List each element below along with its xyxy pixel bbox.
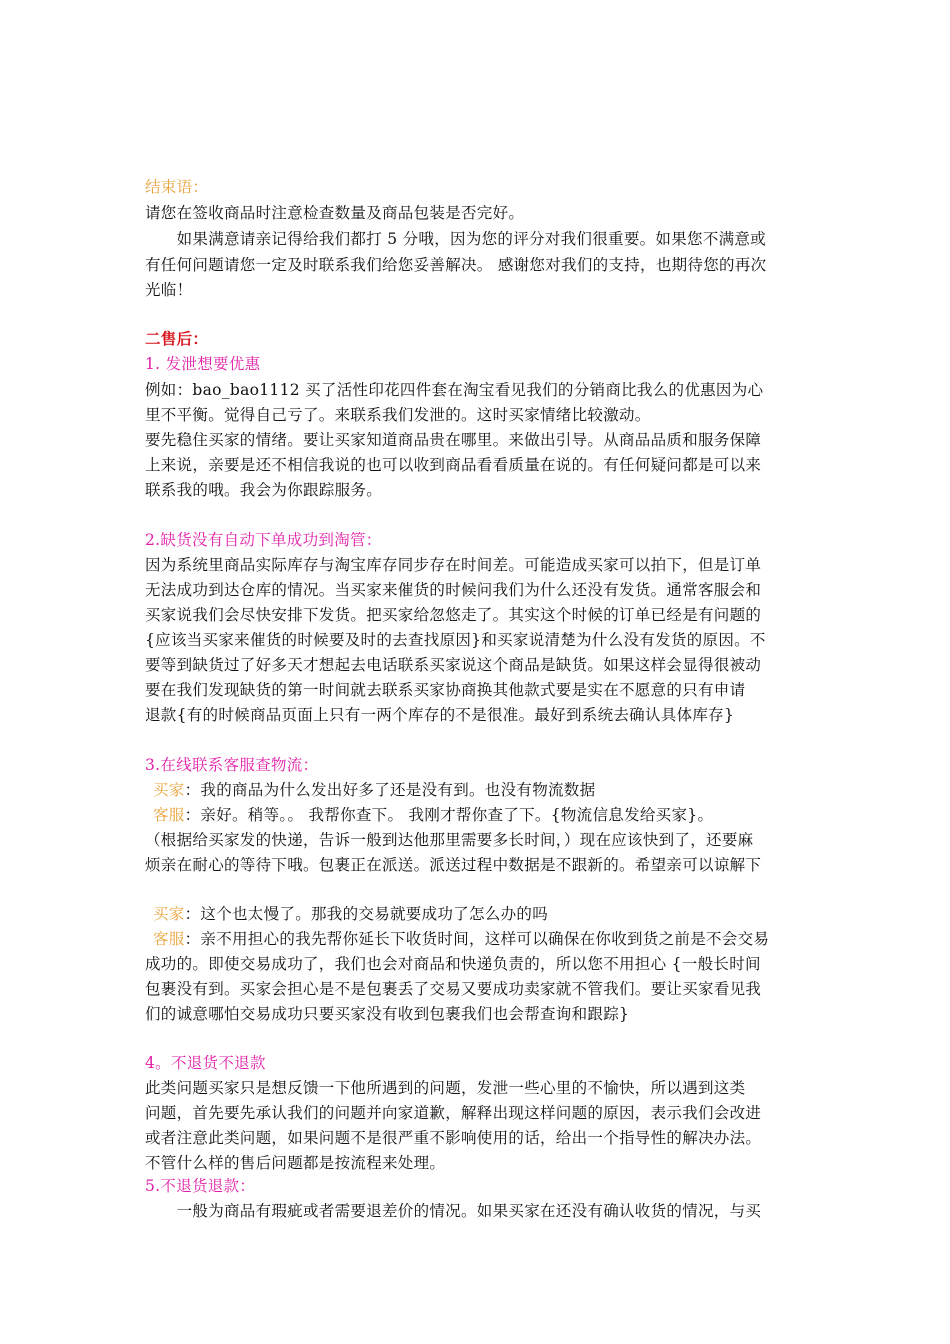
section-2-line-1: 因为系统里商品实际库存与淘宝库存同步存在时间差。可能造成买家可以拍下，但是订单: [145, 556, 762, 574]
section-1-line-3: 要先稳住买家的情绪。要让买家知道商品贵在哪里。来做出引导。从商品品质和服务保障: [145, 431, 762, 449]
section-4-title: 4。不退货不退款: [145, 1054, 266, 1072]
section-1-line-4: 上来说，亲要是还不相信我说的也可以收到商品看看质量在说的。有任何疑问都是可以来: [145, 456, 762, 474]
dialogue-service-1: [153, 805, 713, 825]
section-2-line-7: 退款{有的时候商品页面上只有一两个库存的不是很准。最好到系统去确认具体库存}: [145, 706, 735, 724]
closing-heading: 结束语：: [145, 178, 209, 196]
dialogue-text: ：这个也太慢了。那我的交易就要成功了怎么办的吗: [184, 905, 549, 923]
section-1-line-5: 联系我的哦。我会为你跟踪服务。: [145, 481, 383, 499]
dialogue-line: 包裹没有到。买家会担心是不是包裹丢了交易又要成功卖家就不管我们。要让买家看见我: [145, 980, 762, 998]
dialogue-line: 成功的。即使交易成功了，我们也会对商品和快递负责的，所以您不用担心 {一般长时间: [145, 955, 761, 973]
dialogue-text: ：亲不用担心的我先帮你延长下收货时间，这样可以确保在你收到货之前是不会交易: [184, 930, 770, 948]
buyer-label: 买家: [153, 781, 185, 799]
after-sales-heading: 二售后：: [145, 329, 209, 348]
dialogue-line: 们的诚意哪怕交易成功只要买家没有收到包裹我们也会帮查询和跟踪}: [145, 1005, 630, 1023]
section-3-title: 3.在线联系客服查物流：: [145, 756, 319, 774]
section-4-line-3: 或者注意此类问题，如果问题不是很严重不影响使用的话，给出一个指导性的解决办法。: [145, 1129, 762, 1147]
section-2-line-6: 要在我们发现缺货的第一时间就去联系买家协商换其他款式要是实在不愿意的只有申请: [145, 681, 746, 699]
closing-line-4: 光临！: [145, 281, 193, 299]
section-4-line-4: 不管什么样的售后问题都是按流程来处理。: [145, 1154, 446, 1172]
buyer-label: 买家: [153, 905, 185, 923]
dialogue-line: 烦亲在耐心的等待下哦。包裹正在派送。派送过程中数据是不跟新的。希望亲可以谅解下: [145, 856, 762, 874]
dialogue-text: ：亲好。稍等。。 我帮你查下。 我刚才帮你查了下。{物流信息发给买家}。: [184, 806, 714, 824]
section-2-line-5: 要等到缺货过了好多天才想起去电话联系买家说这个商品是缺货。如果这样会显得很被动: [145, 656, 762, 674]
dialogue-line: （根据给买家发的快递，告诉一般到达他那里需要多长时间，）现在应该快到了，还要麻: [145, 831, 754, 849]
section-2-line-3: 买家说我们会尽快安排下发货。把买家给忽悠走了。其实这个时候的订单已经是有问题的: [145, 606, 762, 624]
closing-line-2: 如果满意请亲记得给我们都打 5 分哦，因为您的评分对我们很重要。如果您不满意或: [145, 230, 767, 248]
dialogue-service-2: [153, 929, 769, 949]
dialogue-buyer-2: [153, 904, 548, 924]
section-1-line-2: 里不平衡。觉得自己亏了。来联系我们发泄的。这时买家情绪比较激动。: [145, 406, 651, 424]
section-1-title: 1. 发泄想要优惠: [145, 355, 261, 373]
service-label: 客服: [153, 806, 185, 824]
section-1-line-1: 例如：bao_bao1112 买了活性印花四件套在淘宝看见我们的分销商比我么的优惠因为心: [145, 381, 764, 399]
section-2-line-4: {应该当买家来催货的时候要及时的去查找原因}和买家说清楚为什么没有发货的原因。不: [145, 631, 766, 649]
service-label: 客服: [153, 930, 185, 948]
section-4-line-1: 此类问题买家只是想反馈一下他所遇到的问题，发泄一些心里的不愉快，所以遇到这类: [145, 1079, 746, 1097]
section-5-line-1: 一般为商品有瑕疵或者需要退差价的情况。如果买家在还没有确认收货的情况，与买: [145, 1202, 762, 1220]
closing-line-3: 有任何问题请您一定及时联系我们给您妥善解决。 感谢您对我们的支持，也期待您的再次: [145, 256, 767, 274]
section-4-line-2: 问题，首先要先承认我们的问题并向家道歉，解释出现这样问题的原因，表示我们会改进: [145, 1104, 762, 1122]
section-2-line-2: 无法成功到达仓库的情况。当买家来催货的时候问我们为什么还没有发货。通常客服会和: [145, 581, 762, 599]
closing-line-1: 请您在签收商品时注意检查数量及商品包装是否完好。: [145, 204, 525, 222]
dialogue-text: ：我的商品为什么发出好多了还是没有到。也没有物流数据: [184, 781, 596, 799]
section-2-title: 2.缺货没有自动下单成功到淘管：: [145, 531, 382, 549]
section-5-title: 5.不退货退款：: [145, 1177, 256, 1195]
dialogue-buyer-1: [153, 780, 595, 800]
